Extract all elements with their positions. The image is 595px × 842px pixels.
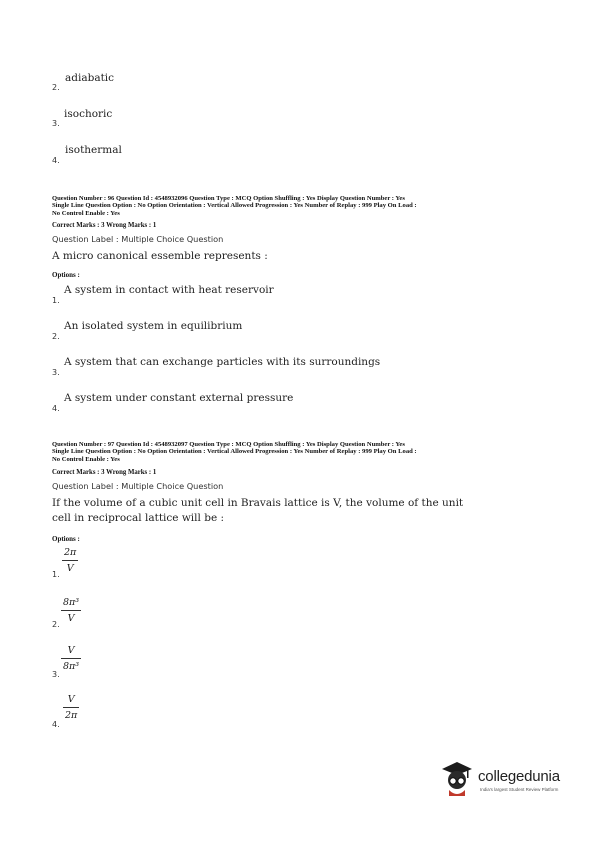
metadata-line: No Control Enable : Yes (52, 455, 120, 463)
question-metadata (52, 441, 552, 463)
question-text-line: cell in reciprocal lattice will be : (52, 512, 225, 524)
fraction-bar (61, 658, 81, 659)
fraction-numerator: 2π (64, 547, 77, 558)
fraction-numerator: 8π³ (63, 597, 80, 608)
option-text: isochoric (64, 108, 113, 120)
option-text: A system under constant external pressure (64, 392, 294, 404)
metadata-line: Single Line Question Option : No Option Orientation : Vertical Allowed Progression : Yes Number of Replay : 999 Play On Load : (52, 202, 417, 210)
option-fraction (61, 645, 81, 672)
brand-tagline: India's largest Student Review Platform (480, 787, 559, 792)
fraction-denominator: V (67, 613, 75, 624)
option-number: 1. (52, 570, 60, 579)
fraction-denominator: 2π (65, 710, 78, 721)
option-number: 2. (52, 83, 60, 92)
brand-name: collegedunia (478, 768, 560, 785)
fraction-bar (62, 560, 78, 561)
question-metadata (52, 195, 552, 217)
fraction-denominator: 8π³ (63, 661, 80, 672)
option-fraction (62, 547, 78, 574)
question-text (52, 496, 522, 526)
option-number: 1. (52, 296, 60, 305)
option-number: 4. (52, 404, 60, 413)
option-number: 4. (52, 720, 60, 729)
option-text: A system that can exchange particles with its surroundings (64, 356, 381, 368)
option-text: adiabatic (65, 72, 115, 84)
question-marks: Correct Marks : 3 Wrong Marks : 1 (52, 222, 157, 229)
question-label: Question Label : Multiple Choice Question (52, 234, 224, 244)
question-text: A micro canonical essemble represents : (52, 250, 268, 262)
option-number: 2. (52, 620, 60, 629)
option-text: An isolated system in equilibrium (64, 320, 243, 332)
mascot-icon (440, 760, 474, 798)
options-heading: Options : (52, 271, 80, 279)
option-number: 4. (52, 156, 60, 165)
fraction-numerator: V (67, 645, 75, 656)
option-number: 3. (52, 368, 60, 377)
metadata-line: Single Line Question Option : No Option Orientation : Vertical Allowed Progression : Yes Number of Replay : 999 Play On Load : (52, 448, 417, 456)
fraction-bar (63, 707, 79, 708)
option-number: 2. (52, 332, 60, 341)
metadata-line: Question Number : 96 Question Id : 4548932096 Question Type : MCQ Option Shuffling : Yes Display Question Number : Yes (52, 195, 405, 202)
option-text: isothermal (65, 144, 122, 156)
option-text: A system in contact with heat reservoir (64, 284, 274, 296)
option-number: 3. (52, 670, 60, 679)
option-fraction (63, 694, 79, 721)
fraction-denominator: V (66, 563, 74, 574)
fraction-numerator: V (67, 694, 75, 705)
options-heading: Options : (52, 535, 80, 543)
question-marks: Correct Marks : 3 Wrong Marks : 1 (52, 469, 157, 476)
fraction-bar (61, 610, 81, 611)
metadata-line: Question Number : 97 Question Id : 4548932097 Question Type : MCQ Option Shuffling : Yes Display Question Number : Yes (52, 441, 405, 448)
question-text-line: If the volume of a cubic unit cell in Bravais lattice is V, the volume of the unit (52, 497, 464, 509)
option-fraction (61, 597, 81, 624)
brand-logo (440, 760, 580, 800)
question-label: Question Label : Multiple Choice Question (52, 481, 224, 491)
metadata-line: No Control Enable : Yes (52, 209, 120, 217)
option-number: 3. (52, 119, 60, 128)
